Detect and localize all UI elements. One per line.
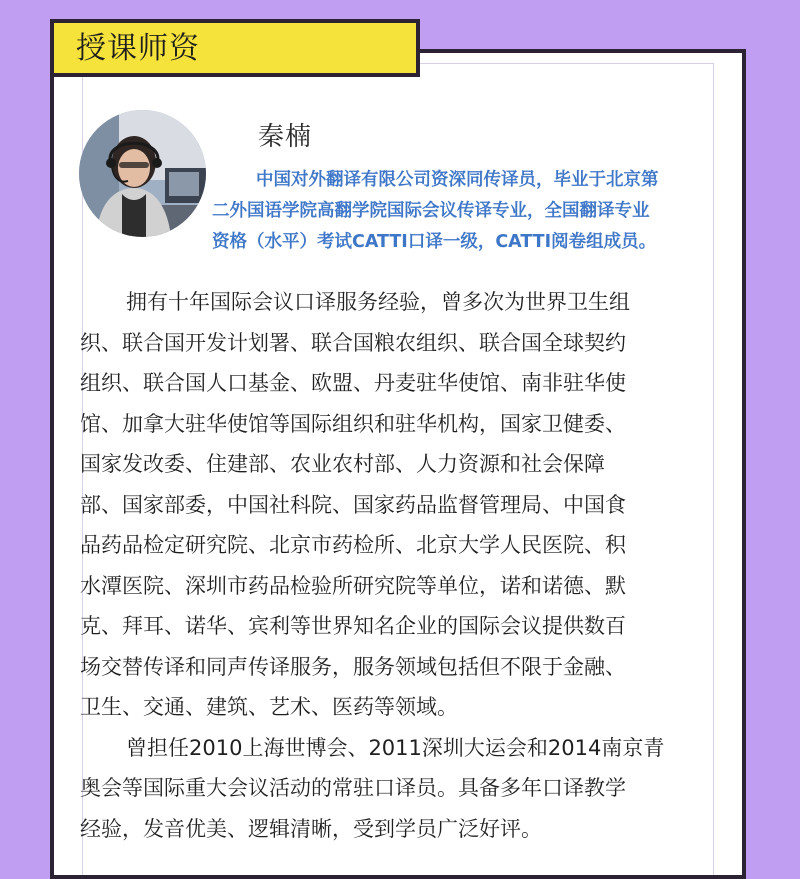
bio-line: 部、国家部委，中国社科院、国家药品监督管理局、中国食	[80, 492, 626, 517]
bio-line: 馆、加拿大驻华使馆等国际组织和驻华机构，国家卫健委、	[80, 411, 626, 436]
bio-line: 品药品检定研究院、北京市药检所、北京大学人民医院、积	[80, 533, 626, 557]
bio-line: 曾担任2010上海世博会、2011深圳大运会和2014南京青	[126, 735, 665, 760]
bio-line: 卫生、交通、建筑、艺术、医药等领域。	[80, 695, 458, 719]
teacher-name: 秦楠	[258, 122, 313, 152]
section-title: 授课师资	[76, 31, 200, 66]
bio-line: 场交替传译和同声传译服务，服务领域包括但不限于金融、	[80, 654, 626, 679]
bio-line: 拥有十年国际会议口译服务经验，曾多次为世界卫生组	[126, 290, 630, 314]
bio-line: 经验，发音优美、逻辑清晰，受到学员广泛好评。	[80, 816, 542, 841]
bio-line: 国家发改委、住建部、农业农村部、人力资源和社会保障	[80, 452, 605, 476]
bio-line: 织、联合国开发计划署、联合国粮农组织、联合国全球契约	[80, 330, 626, 355]
section-title-tab	[50, 19, 420, 77]
teacher-bio	[80, 282, 720, 849]
credentials-line: 资格（水平）考试CATTI口译一级，CATTI阅卷组成员。	[212, 232, 657, 252]
bio-line: 克、拜耳、诺华、宾利等世界知名企业的国际会议提供数百	[80, 614, 626, 638]
credentials-line: 中国对外翻译有限公司资深同传译员，毕业于北京第	[256, 170, 659, 190]
teacher-photo	[79, 110, 206, 237]
bio-line: 奥会等国际重大会议活动的常驻口译员。具备多年口译教学	[80, 776, 626, 800]
bio-line: 组织、联合国人口基金、欧盟、丹麦驻华使馆、南非驻华使	[80, 371, 626, 395]
teacher-credentials	[212, 165, 728, 258]
bio-line: 水潭医院、深圳市药品检验所研究院等单位，诺和诺德、默	[80, 573, 626, 598]
credentials-line: 二外国语学院高翻学院国际会议传译专业，全国翻译专业	[212, 201, 650, 221]
